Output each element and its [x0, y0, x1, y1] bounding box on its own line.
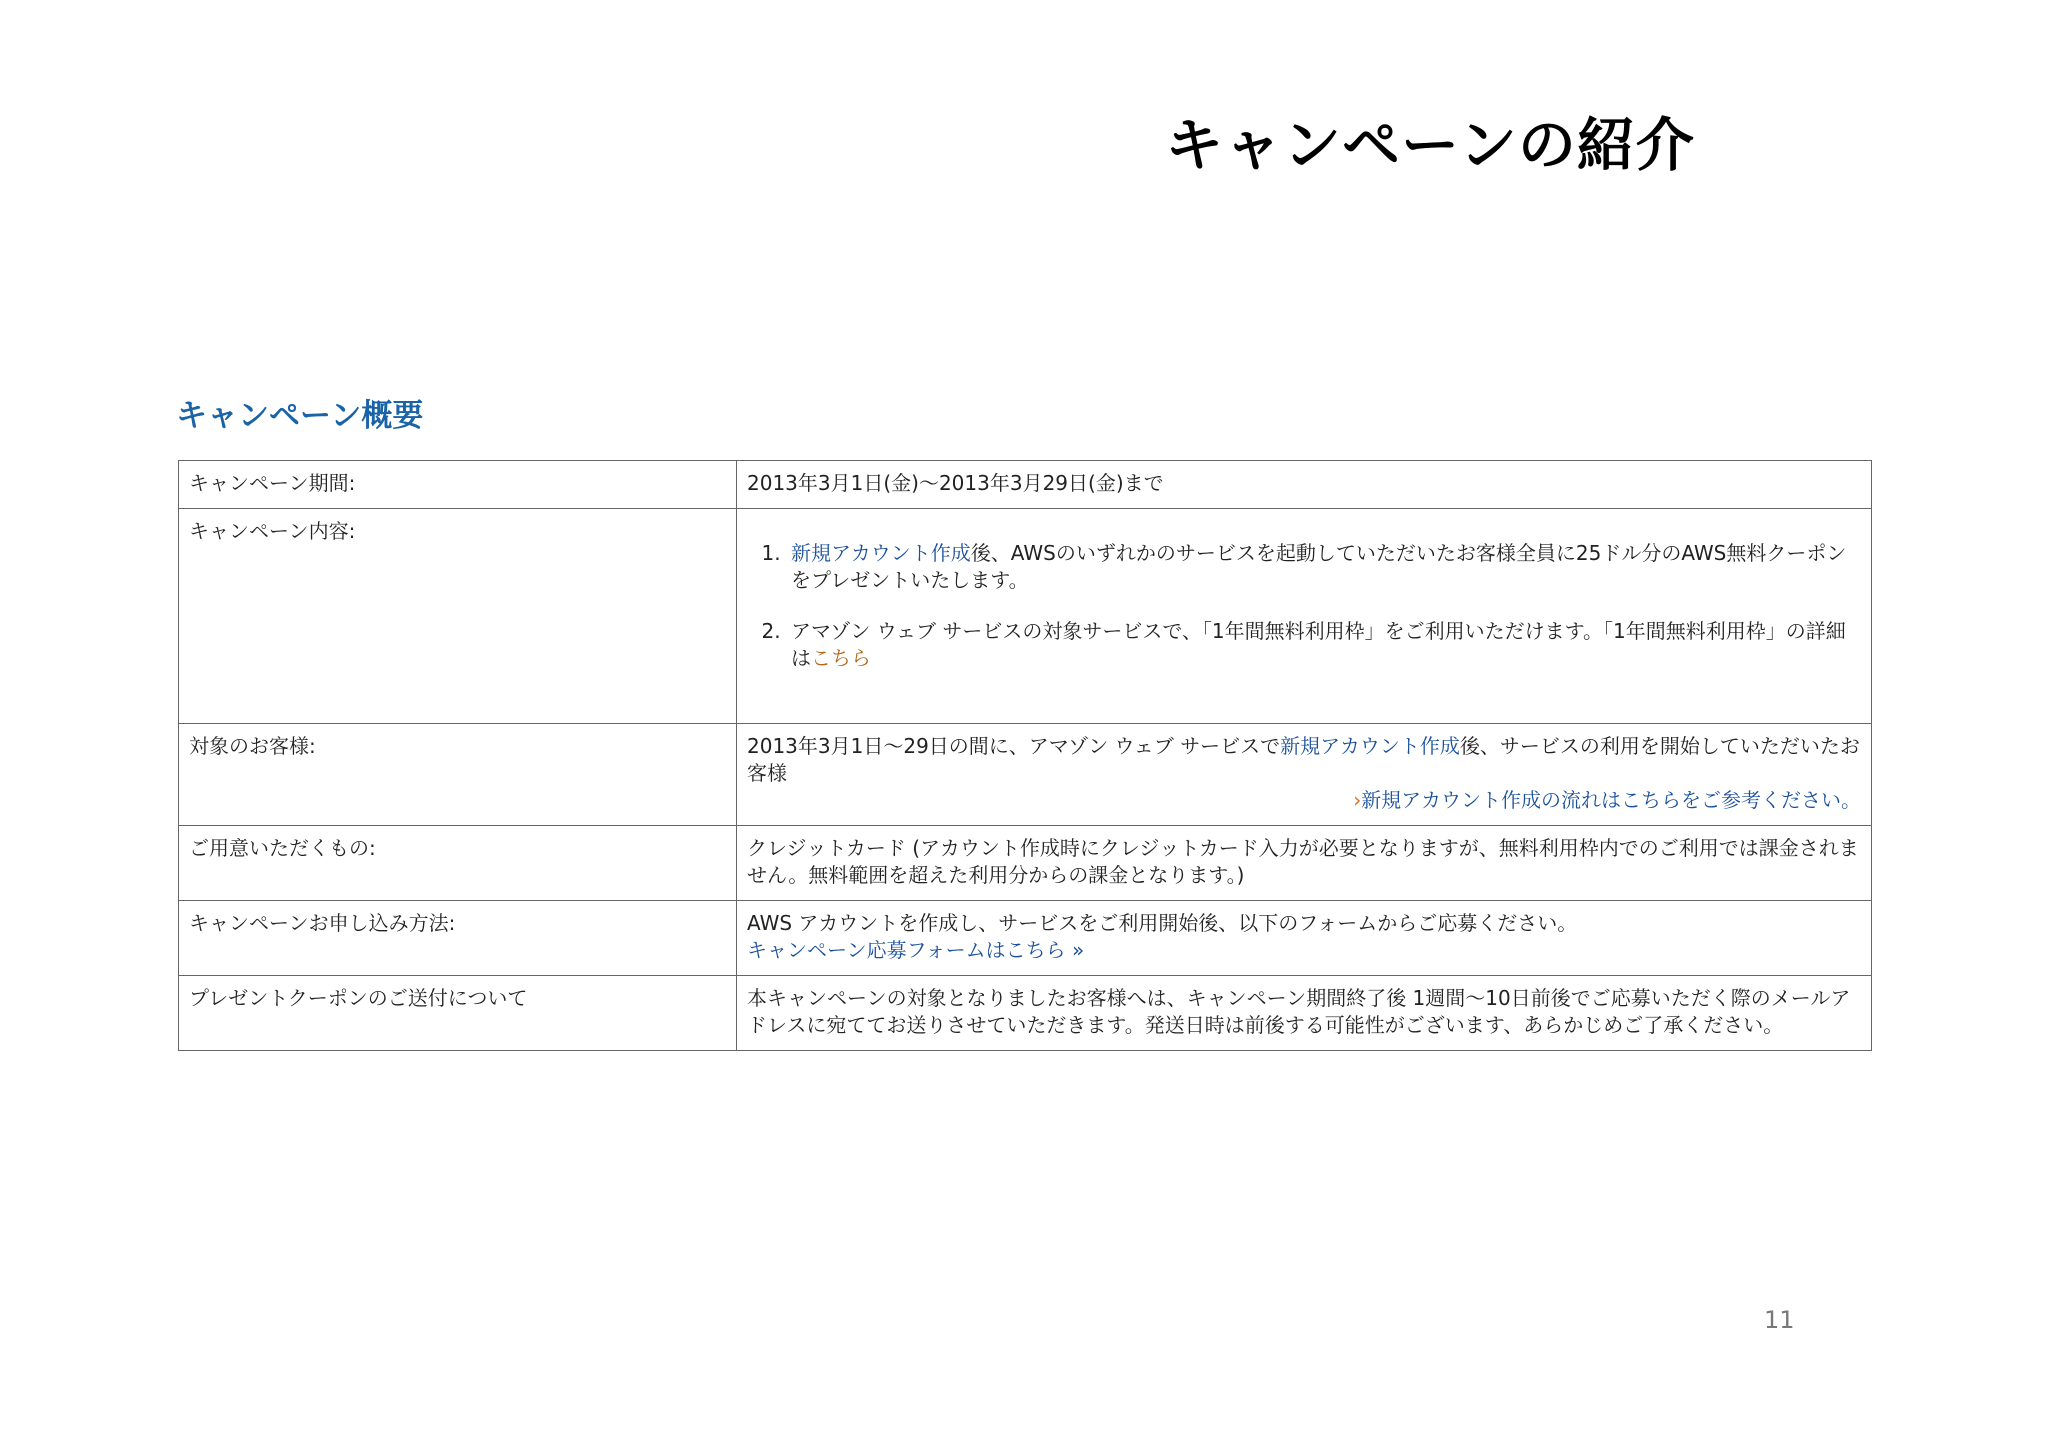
row-value: クレジットカード (アカウント作成時にクレジットカード入力が必要となりますが、無料利用枠内でのご利用では課金されません。無料範囲を超えた利用分からの課金となります。): [737, 826, 1872, 901]
account-flow-link[interactable]: 新規アカウント作成の流れはこちらをご参考ください。: [1361, 788, 1861, 812]
list-item: [787, 540, 1861, 594]
table-row-period: [179, 461, 1872, 509]
row-value: 本キャンペーンの対象となりましたお客様へは、キャンペーン期間終了後 1週間〜10日前後でご応募いただく際のメールアドレスに宛ててお送りさせていただきます。発送日時は前後する可能性がございます、あらかじめご了承ください。: [737, 976, 1872, 1051]
list-item-text: アマゾン ウェブ サービスの対象サービスで、「1年間無料利用枠」をご利用いただけます。「1年間無料利用枠」の詳細は: [791, 619, 1846, 670]
row-value: [737, 509, 1872, 724]
section-heading: キャンペーン概要: [176, 398, 424, 434]
campaign-overview-table: [178, 460, 1872, 1051]
row-label: ご用意いただくもの:: [179, 826, 737, 901]
table-row-coupon-delivery: [179, 976, 1872, 1051]
content-list: [747, 540, 1861, 672]
list-item: [787, 618, 1861, 672]
row-value: [737, 901, 1872, 976]
row-label: 対象のお客様:: [179, 724, 737, 826]
chevron-right-icon: ›: [1353, 788, 1362, 812]
free-tier-details-link[interactable]: こちら: [811, 646, 871, 670]
row-value: 2013年3月1日(金)〜2013年3月29日(金)まで: [737, 461, 1872, 509]
application-text: AWS アカウントを作成し、サービスをご利用開始後、以下のフォームからご応募ください。: [747, 911, 1578, 935]
table-row-application: [179, 901, 1872, 976]
row-label: キャンペーン期間:: [179, 461, 737, 509]
row-label: キャンペーンお申し込み方法:: [179, 901, 737, 976]
application-form-link[interactable]: キャンペーン応募フォームはこちら »: [747, 938, 1085, 962]
row-label: キャンペーン内容:: [179, 509, 737, 724]
flow-link-line: [747, 787, 1861, 814]
table-row-content: [179, 509, 1872, 724]
new-account-link[interactable]: 新規アカウント作成: [791, 541, 971, 565]
row-label: プレゼントクーポンのご送付について: [179, 976, 737, 1051]
slide-title: キャンペーンの紹介: [1165, 111, 1695, 179]
list-item-text: 後、AWSのいずれかのサービスを起動していただいたお客様全員に25ドル分のAWS無料クーポンをプレゼントいたします。: [791, 541, 1847, 592]
text-segment: 2013年3月1日〜29日の間に、アマゾン ウェブ サービスで: [747, 734, 1281, 758]
new-account-link[interactable]: 新規アカウント作成: [1280, 734, 1460, 758]
text-segment: 後、サービスの利用を開始していただいたお客様: [747, 734, 1860, 785]
table-row-requirements: [179, 826, 1872, 901]
table-row-eligible-customers: [179, 724, 1872, 826]
row-value: [737, 724, 1872, 826]
page-number: 11: [1764, 1306, 1795, 1334]
eligibility-text: [747, 733, 1861, 787]
